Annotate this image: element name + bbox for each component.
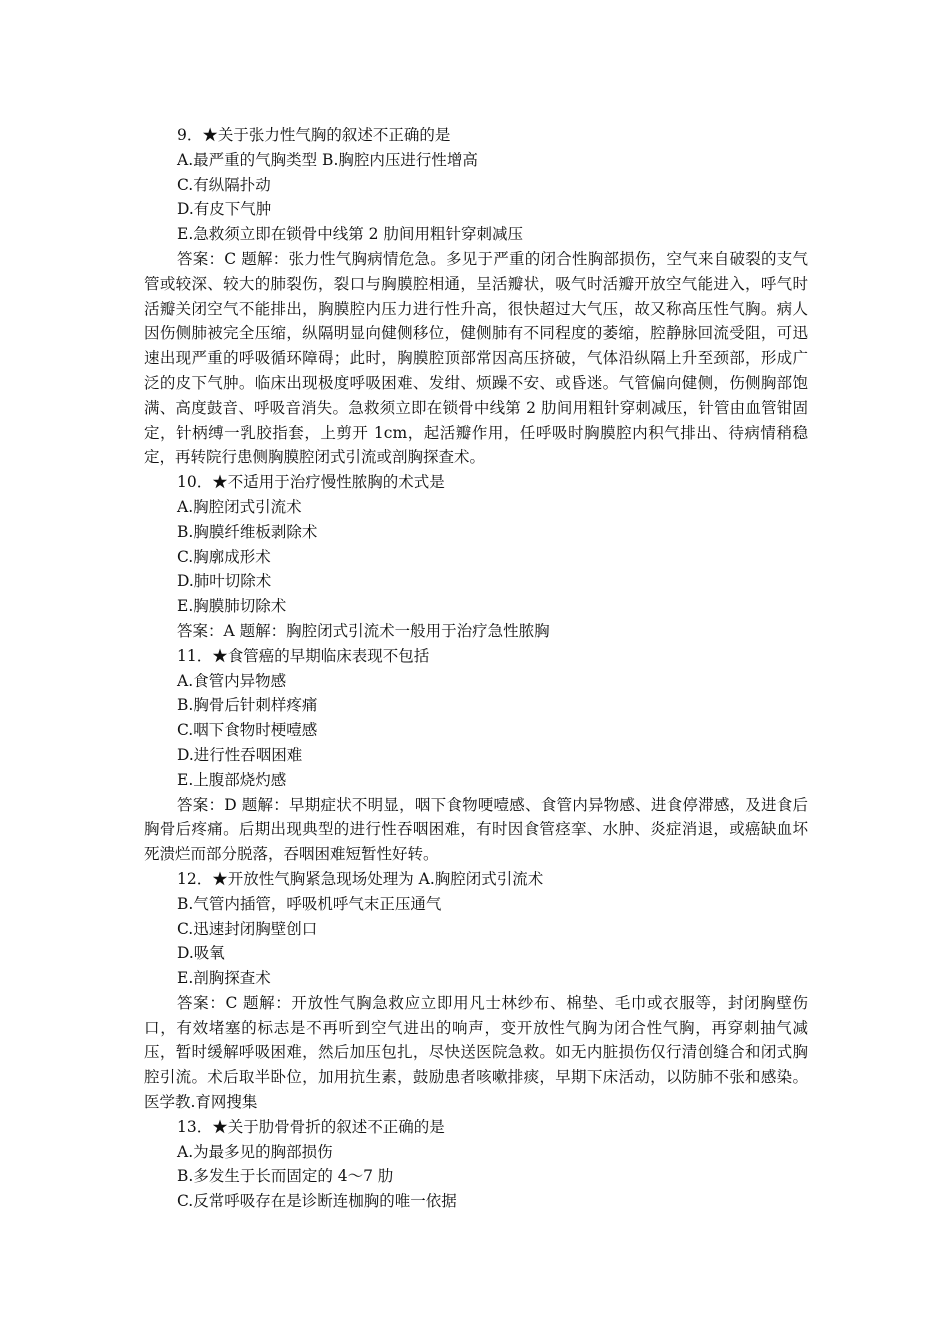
question-11-option-a: A.食管内异物感 (177, 671, 287, 690)
document-page (144, 123, 808, 1214)
question-13-option-c: C.反常呼吸存在是诊断连枷胸的唯一依据 (177, 1192, 457, 1211)
question-13-stem: 13．★关于肋骨骨折的叙述不正确的是 (177, 1117, 445, 1136)
question-11-answer: 答案：D 题解：早期症状不明显，咽下食物哽噎感、食管内异物感、进食停滞感，及进食后胸骨后疼痛。后期出现典型的进行性吞咽困难，有时因食管痉挛、水肿、炎症消退，或癌缺血坏死溃烂而部分脱落，吞咽困难短暂性好转。 (144, 795, 808, 864)
question-12-stem: 12．★开放性气胸紧急现场处理为 A.胸腔闭式引流术 (177, 869, 544, 888)
question-10-option-c: C.胸廓成形术 (177, 547, 271, 566)
question-12-answer: 答案：C 题解：开放性气胸急救应立即用凡士林纱布、棉垫、毛巾或衣服等，封闭胸壁伤口，有效堵塞的标志是不再听到空气进出的响声，变开放性气胸为闭合性气胸，再穿刺抽气减压，暂时缓解呼吸困难，然后加压包扎，尽快送医院急救。如无内脏损伤仅行清创缝合和闭式胸腔引流。术后取半卧位，加用抗生素，鼓励患者咳嗽排痰，早期下床活动，以防肺不张和感染。 医学教.育网搜集 (144, 993, 808, 1112)
question-10-answer: 答案：A 题解：胸腔闭式引流术一般用于治疗急性脓胸 (177, 621, 550, 640)
question-10-option-d: D.肺叶切除术 (177, 572, 272, 591)
question-13-option-b: B.多发生于长而固定的 4～7 肋 (177, 1167, 394, 1186)
question-10-option-e: E.胸膜肺切除术 (177, 597, 287, 616)
question-12-option-e: E.剖胸探查术 (177, 969, 271, 988)
question-9-stem: 9．★关于张力性气胸的叙述不正确的是 (177, 126, 451, 144)
question-9-answer: 答案：C 题解：张力性气胸病情危急。多见于严重的闭合性胸部损伤，空气来自破裂的支气管或较深、较大的肺裂伤，裂口与胸膜腔相通，呈活瓣状，吸气时活瓣开放空气能进入，呼气时活瓣关闭空气不能排出，胸膜腔内压力进行性升高，很快超过大气压，故又称高压性气胸。病人因伤侧肺被完全压缩，纵隔明显向健侧移位，健侧肺有不同程度的萎缩，腔静脉回流受阻，可迅速出现严重的呼吸循环障碍；此时，胸膜腔顶部常因高压挤破，气体沿纵隔上升至颈部，形成广泛的皮下气肿。临床出现极度呼吸困难、发绀、烦躁不安、或昏迷。气管偏向健侧，伤侧胸部饱满、高度鼓音、呼吸音消失。急救须立即在锁骨中线第 2 肋间用粗针穿刺减压，针管由血管钳固定，针柄缚一乳胶指套，上剪开 1cm，起活瓣作用，任呼吸时胸膜腔内积气排出、待病情稍稳定，再转院行患侧胸膜腔闭式引流或剖胸探查术。 (144, 249, 808, 467)
question-11-option-b: B.胸骨后针刺样疼痛 (177, 696, 318, 715)
question-11-stem: 11．★食管癌的早期临床表现不包括 (177, 646, 430, 665)
question-10-option-a: A.胸腔闭式引流术 (177, 497, 302, 516)
question-13-option-a: A.为最多见的胸部损伤 (177, 1142, 333, 1161)
question-9-option-e: E.急救须立即在锁骨中线第 2 肋间用粗针穿刺减压 (177, 225, 523, 244)
question-12-option-b: B.气管内插管，呼吸机呼气末正压通气 (177, 894, 442, 913)
question-11-option-c: C.咽下食物时梗噎感 (177, 721, 318, 740)
question-9-option-d: D.有皮下气肿 (177, 200, 272, 219)
question-10-option-b: B.胸膜纤维板剥除术 (177, 522, 318, 541)
question-11-option-e: E.上腹部烧灼感 (177, 770, 287, 789)
question-10-stem: 10．★不适用于治疗慢性脓胸的术式是 (177, 473, 445, 492)
question-11-option-d: D.进行性吞咽困难 (177, 745, 303, 764)
question-9-option-c: C.有纵隔扑动 (177, 175, 271, 194)
question-12-option-c: C.迅速封闭胸壁创口 (177, 919, 318, 938)
question-9-option-a-b: A.最严重的气胸类型 B.胸腔内压进行性增高 (177, 150, 478, 169)
question-12-option-d: D.吸氧 (177, 944, 225, 963)
